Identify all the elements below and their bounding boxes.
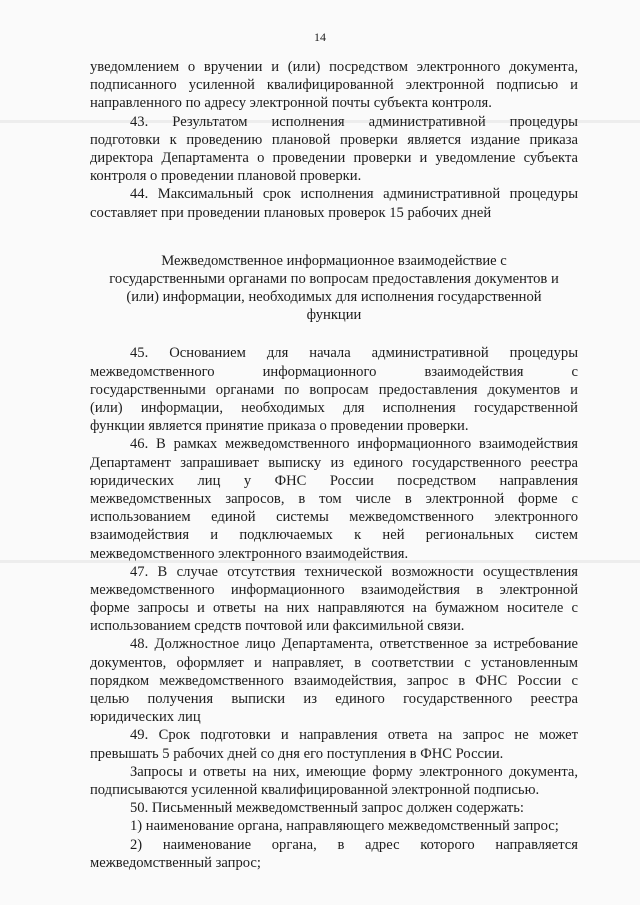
text-line: межведомственного электронного взаимодействия. bbox=[90, 545, 409, 562]
paragraph-44-line: 44. Максимальный срок исполнения административной процедуры bbox=[130, 186, 578, 203]
text-line: составляет при проведении плановых проверок 15 рабочих дней bbox=[90, 204, 492, 221]
text-line: Департамент запрашивает выписку из единого государственного реестра bbox=[90, 454, 578, 471]
document-body bbox=[90, 58, 578, 872]
text-line: контроля о проведении плановой проверки. bbox=[90, 168, 362, 185]
paragraph-46-line: 46. В рамках межведомственного информационного взаимодействия bbox=[130, 436, 578, 453]
text-line: уведомлением о вручении и (или) посредством электронного документа, bbox=[90, 59, 578, 75]
text-line: превышать 5 рабочих дней со дня его поступления в ФНС России. bbox=[90, 745, 504, 762]
section-heading-line: государственными органами по вопросам предоставления документов и bbox=[109, 270, 559, 287]
paragraph-49-line: 49. Срок подготовки и направления ответа на запрос не может bbox=[130, 727, 578, 744]
section-heading-line: Межведомственное информационное взаимодействие с bbox=[161, 252, 507, 269]
text-line: порядком межведомственного взаимодействия, запрос в ФНС России с bbox=[90, 672, 578, 689]
paragraph-50-line: 50. Письменный межведомственный запрос должен содержать: bbox=[130, 800, 524, 817]
text-line: межведомственных запросов, в том числе в электронной форме с bbox=[90, 490, 578, 507]
text-line: государственными органами по вопросам предоставления документов и bbox=[90, 381, 578, 398]
list-item-1: 1) наименование органа, направляющего межведомственный запрос; bbox=[130, 818, 559, 835]
text-line: Запросы и ответы на них, имеющие форму электронного документа, bbox=[130, 763, 578, 780]
text-line: юридических лиц у ФНС России посредством направления bbox=[90, 472, 578, 489]
text-line: межведомственного информационного взаимодействия с bbox=[90, 363, 578, 380]
section-heading-line: функции bbox=[306, 307, 362, 324]
text-line: межведомственный запрос; bbox=[90, 854, 261, 871]
paragraph-43-line: 43. Результатом исполнения административной процедуры bbox=[130, 113, 578, 130]
text-line: подготовки к проведению плановой проверки является издание приказа bbox=[90, 131, 578, 148]
text-line: использованием средств почтовой или факсимильной связи. bbox=[90, 618, 465, 635]
paragraph-47-line: 47. В случае отсутствия технической возможности осуществления bbox=[130, 563, 578, 580]
text-line: (или) информации, необходимых для исполнения государственной bbox=[90, 400, 578, 416]
text-line: подписываются усиленной квалифицированной электронной подписью. bbox=[90, 781, 540, 798]
paragraph-48-line: 48. Должностное лицо Департамента, ответственное за истребование bbox=[130, 636, 578, 653]
page-number: 14 bbox=[314, 30, 326, 44]
text-line: форме запросы и ответы на них направляются на бумажном носителе с bbox=[90, 600, 578, 617]
text-line: директора Департамента о проведении проверки и уведомление субъекта bbox=[90, 149, 578, 166]
list-item-2: 2) наименование органа, в адрес которого направляется bbox=[130, 836, 578, 853]
paragraph-45-line: 45. Основанием для начала административной процедуры bbox=[130, 345, 578, 362]
text-line: использованием единой системы межведомственного электронного bbox=[90, 509, 578, 526]
section-heading-line: (или) информации, необходимых для исполнения государственной bbox=[126, 289, 542, 306]
text-line: подписанного усиленной квалифицированной электронной подписью и bbox=[90, 77, 578, 94]
text-line: межведомственного информационного взаимодействия в электронной bbox=[90, 581, 578, 598]
text-line: юридических лиц bbox=[90, 709, 201, 726]
text-line: направленного по адресу электронной почты субъекта контроля. bbox=[90, 95, 492, 112]
text-line: целью получения выписки из единого государственного реестра bbox=[90, 691, 578, 707]
text-line: функции является принятие приказа о проведении проверки. bbox=[90, 418, 469, 435]
text-line: документов, оформляет и направляет, в соответствии с установленным bbox=[90, 654, 578, 671]
text-line: взаимодействия и подключаемых к ней региональных систем bbox=[90, 527, 578, 544]
